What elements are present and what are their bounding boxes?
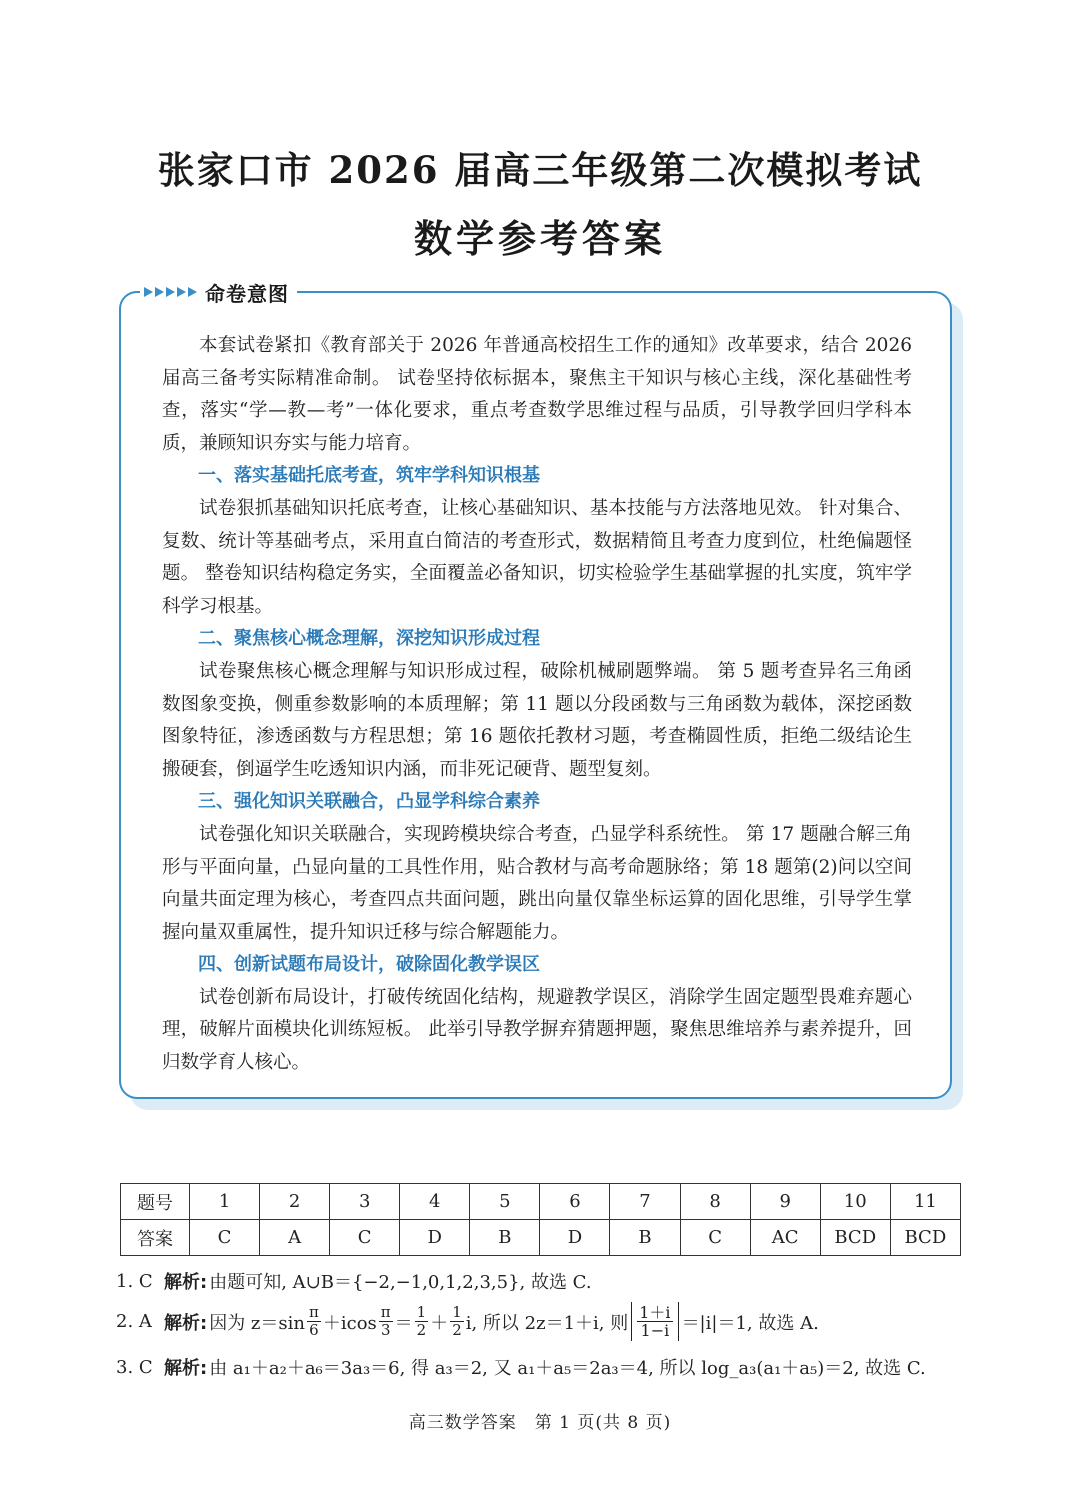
section-heading: 二、聚焦核心概念理解，深挖知识形成过程 [198,628,540,650]
answer-cell: C [330,1220,400,1256]
section-body: 试卷创新布局设计，打破传统固化结构，规避教学误区，消除学生固定题型畏难弃题心理，破解片面模块化训练短板。 此举引导教学摒弃猜题押题，聚焦思维培养与素养提升，回归数学育人核心。 [162,986,912,1074]
question-number: 5 [470,1184,540,1220]
answer-cell: BCD [890,1220,960,1256]
answer-cell: A [260,1220,330,1256]
answer-cell: C [680,1220,750,1256]
fraction: $\frac{1}{2}$ [416,1303,427,1339]
question-number: 1 [190,1184,260,1220]
answer-cell: D [540,1220,610,1256]
fraction: $\frac{1}{2}$ [452,1303,462,1339]
page-footer: 高三数学答案 第 1 页(共 8 页) [408,1413,672,1433]
question-number: 10 [820,1184,890,1220]
question-number: 7 [610,1184,680,1220]
question-number: 11 [890,1184,960,1220]
table-header-cell: 题号 [121,1184,190,1220]
page-subtitle: 数学参考答案 [413,216,666,261]
solution-text: 由 a₁＋a₂＋a₆＝3a₃＝6, 得 a₃＝2, 又 a₁＋a₅＝2a₃＝4, 所以 log_a₃(a₁＋a₅)＝2, 故选 C. [209,1358,926,1379]
answer-cell: C [190,1220,260,1256]
answer-row [121,1220,961,1256]
section-body: 试卷狠抓基础知识托底考查，让核心基础知识、基本技能与方法落地见效。 针对集合、复数、统计等基础考点，采用直白简洁的考查形式，数据精简且考查力度到位，杜绝偏题怪题。 整卷知识结构稳定务实，全面覆盖必备知识，切实检验学生基础掌握的扎实度，筑牢学科学习根基。 [162,497,912,617]
answer-cell: AC [750,1220,820,1256]
fraction: $\frac{\pi}{6}$ [309,1303,319,1339]
solution-1 [116,1268,592,1294]
question-number: 4 [400,1184,470,1220]
answer-table [120,1183,961,1256]
question-number: 2 [260,1184,330,1220]
solution-label: 解析: [164,1358,208,1379]
fraction: $\frac{\pi}{3}$ [380,1303,391,1339]
solution-text: 因为 z＝sin [209,1312,305,1334]
arrows-icon [144,287,197,297]
answer-cell: BCD [820,1220,890,1256]
solution-2 [116,1302,819,1341]
section-heading: 一、落实基础托底考查，筑牢学科知识根基 [198,465,540,487]
page-title: 张家口市 2026 届高三年级第二次模拟考试 [157,148,923,192]
solution-number: 2. A [116,1311,152,1332]
intent-content [162,330,912,1080]
solution-3 [116,1354,926,1380]
solution-text: ＝ [394,1312,413,1334]
solution-label: 解析: [164,1312,208,1334]
section-body: 试卷强化知识关联融合，实现跨模块综合考查，凸显学科系统性。 第 17 题融合解三角形与平面向量，凸显向量的工具性作用，贴合教材与高考命题脉络；第 18 题第(2)问以空间向量共面定理为核心，考查四点共面问题，跳出向量仅靠坐标运算的固化思维，引导学生掌握向量双重属性，提升知识迁移与综合解题能力。 [162,823,912,943]
question-number: 3 [330,1184,400,1220]
solution-text: ＋ [430,1312,449,1334]
section-heading: 四、创新试题布局设计，破除固化教学误区 [198,954,540,976]
question-number: 8 [680,1184,750,1220]
solution-text: ＝|i|＝1, 故选 A. [681,1312,819,1334]
solution-label: 解析: [164,1272,208,1293]
absolute-value: $\frac{1+i}{1-i}$ [631,1302,678,1341]
solution-text: i, 所以 2z＝1＋i, 则 [465,1312,629,1334]
section-heading: 三、强化知识关联融合，凸显学科综合素养 [198,791,540,813]
intent-box-header [140,278,297,306]
solution-text: 由题可知, A∪B＝{−2,−1,0,1,2,3,5}, 故选 C. [209,1272,592,1293]
table-header-cell: 答案 [121,1220,190,1256]
answer-cell: B [470,1220,540,1256]
question-number: 6 [540,1184,610,1220]
answer-cell: D [400,1220,470,1256]
solution-text: ＋icos [322,1312,377,1334]
question-number-row [121,1184,961,1220]
intent-intro: 本套试卷紧扣《教育部关于 2026 年普通高校招生工作的通知》改革要求，结合 2026 届高三备考实际精准命制。 试卷坚持依标据本，聚焦主干知识与核心主线，深化基础性考查，落实“学—教—考”一体化要求，重点考查数学思维过程与品质，引导教学回归学科本质，兼顾知识夯实与能力培育。 [162,335,912,454]
answer-cell: B [610,1220,680,1256]
section-body: 试卷聚焦核心概念理解与知识形成过程，破除机械刷题弊端。 第 5 题考查异名三角函数图象变换，侧重参数影响的本质理解；第 11 题以分段函数与三角函数为载体，深挖函数图象特征，渗透函数与方程思想；第 16 题依托教材习题，考查椭圆性质，拒绝二级结论生搬硬套，倒逼学生吃透知识内涵，而非死记硬背、题型复刻。 [162,660,912,780]
question-number: 9 [750,1184,820,1220]
solution-number: 1. C [116,1270,153,1292]
intent-title: 命卷意图 [205,281,289,306]
solution-number: 3. C [116,1356,153,1378]
